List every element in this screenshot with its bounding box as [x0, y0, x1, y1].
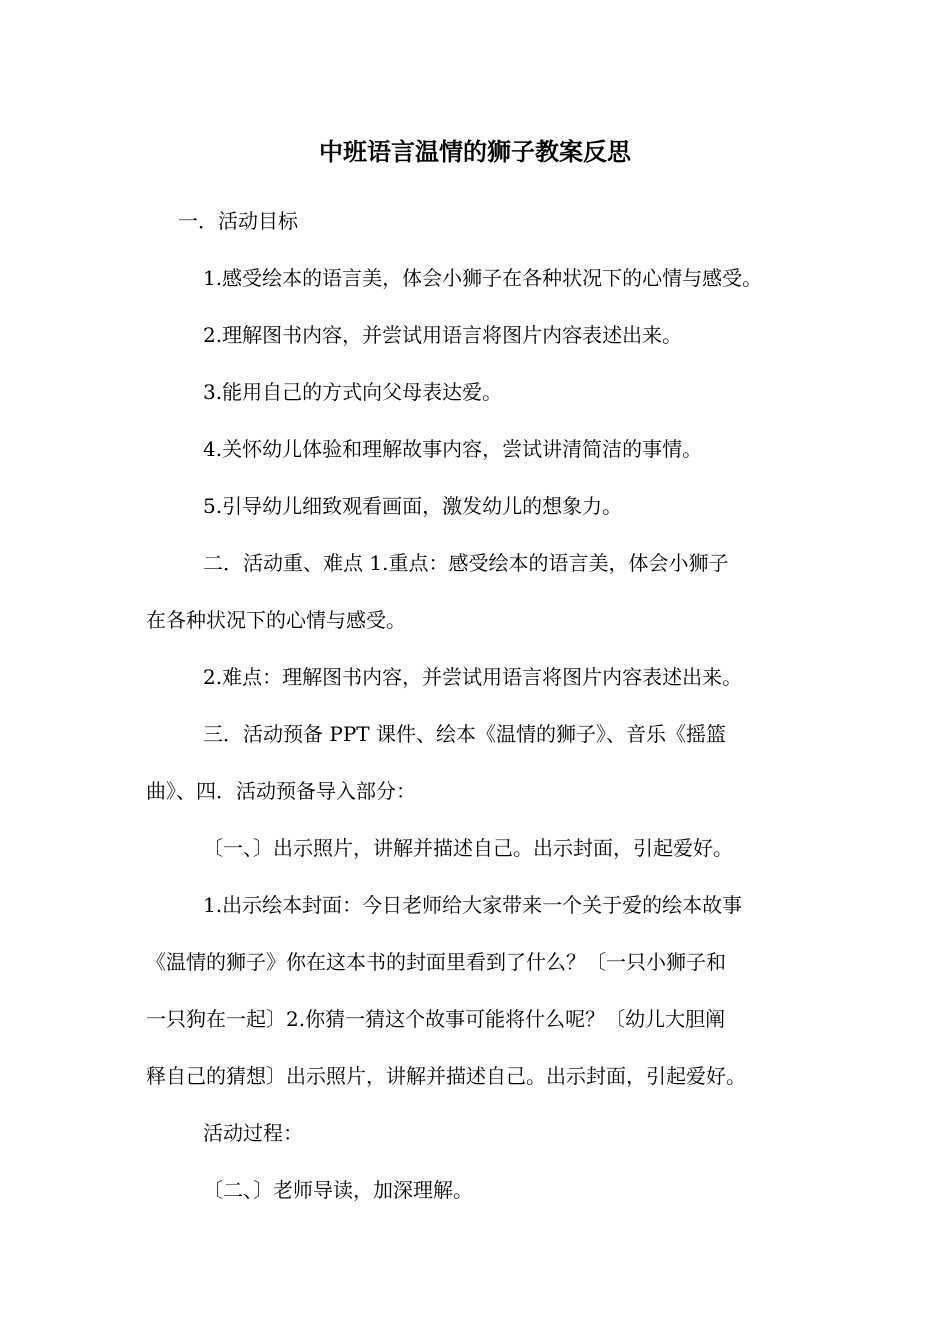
step-one-paragraph-line-3: 一只狗在一起〕2.你猜一猜这个故事可能将什么呢？〔幼儿大胆阐 — [146, 1007, 726, 1031]
section-heading-goals: 一．活动目标 — [178, 209, 298, 233]
section-preparation: 三．活动预备 PPT 课件、绘本《温情的狮子》、音乐《摇篮 — [203, 722, 726, 746]
step-one-paragraph-line-2: 《温情的狮子》你在这本书的封面里看到了什么？〔一只小狮子和 — [146, 950, 726, 974]
section-key-points: 二．活动重、难点 1.重点：感受绘本的语言美，体会小狮子 — [203, 551, 729, 575]
activity-process-heading: 活动过程： — [203, 1121, 303, 1145]
key-points-continued: 在各种状况下的心情与感受。 — [146, 608, 406, 632]
preparation-continued: 曲》、四．活动预备导入部分： — [146, 779, 416, 803]
goal-item-3: 3.能用自己的方式向父母表达爱。 — [203, 380, 503, 404]
goal-item-5: 5.引导幼儿细致观看画面，激发幼儿的想象力。 — [203, 494, 623, 518]
step-one-paragraph-line-4: 释自己的猜想〕出示照片，讲解并描述自己。出示封面，引起爱好。 — [146, 1064, 746, 1088]
step-two-heading: 〔二、〕老师导读，加深理解。 — [203, 1178, 473, 1202]
goal-item-1: 1.感受绘本的语言美，体会小狮子在各种状况下的心情与感受。 — [203, 266, 763, 290]
document-title: 中班语言温情的狮子教案反思 — [319, 137, 631, 166]
difficult-point: 2.难点：理解图书内容，并尝试用语言将图片内容表述出来。 — [203, 665, 743, 689]
goal-item-4: 4.关怀幼儿体验和理解故事内容，尝试讲清简洁的事情。 — [203, 437, 703, 461]
step-one-paragraph-line-1: 1.出示绘本封面：今日老师给大家带来一个关于爱的绘本故事 — [203, 893, 743, 917]
step-one-heading: 〔一、〕出示照片，讲解并描述自己。出示封面，引起爱好。 — [203, 836, 733, 860]
goal-item-2: 2.理解图书内容，并尝试用语言将图片内容表述出来。 — [203, 323, 683, 347]
